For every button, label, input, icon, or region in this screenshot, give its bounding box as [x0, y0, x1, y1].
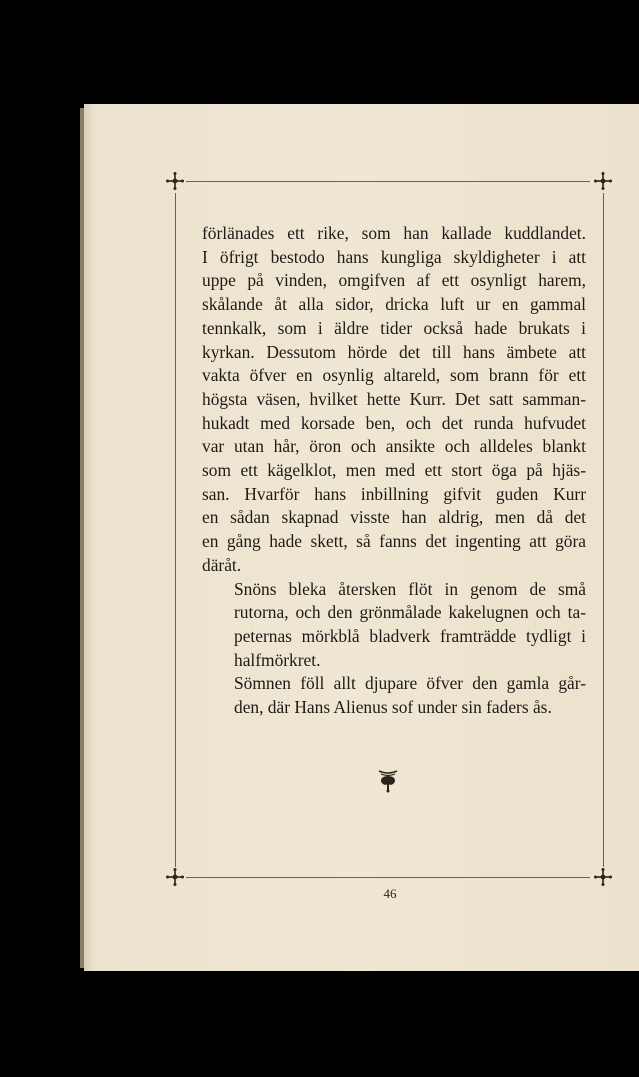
text-line: halfmörkret. — [234, 649, 321, 670]
text-line: den, där Hans Alienus sof under sin faders ås. — [234, 697, 552, 718]
text-line: högsta väsen, hvilket hette Kurr. Det satt samman- — [202, 388, 586, 409]
paragraph — [202, 672, 586, 719]
paragraph — [202, 222, 586, 578]
text-line: peternas mörkblå bladverk framträdde tydligt i — [234, 625, 586, 646]
text-line: Sömnen föll allt djupare öfver den gamla går- — [234, 673, 586, 694]
frame-top-rule — [186, 181, 590, 182]
text-line: Snöns bleka återsken flöt in genom de små — [234, 578, 586, 599]
text-line: däråt. — [202, 554, 242, 575]
text-line: hukadt med korsade ben, och det runda hufvudet — [202, 412, 586, 433]
corner-ornament-bottom-left-icon — [165, 867, 185, 887]
frame-right-rule — [603, 193, 604, 867]
text-line: vakta öfver en osynlig altareld, som brann för ett — [202, 365, 586, 386]
corner-ornament-top-right-icon — [593, 171, 613, 191]
frame-left-rule — [175, 193, 176, 867]
text-line: I öfrigt bestodo hans kungliga skyldigheter i att — [202, 246, 586, 267]
text-line: som ett kägelklot, men med ett stort öga på hjäs- — [202, 460, 586, 481]
tailpiece-vignette-icon — [376, 768, 400, 794]
text-line: förlänades ett rike, som han kallade kuddlandet. — [202, 223, 586, 243]
paragraph — [202, 578, 586, 673]
frame-bottom-rule — [186, 877, 590, 878]
text-line: tennkalk, som i äldre tider också hade brukats i — [202, 317, 586, 338]
corner-ornament-bottom-right-icon — [593, 867, 613, 887]
text-line: san. Hvarför hans inbillning gifvit guden Kurr — [202, 483, 586, 504]
text-line: kyrkan. Dessutom hörde det till hans ämbete att — [202, 341, 586, 362]
text-line: uppe på vinden, omgifven af ett osynligt harem, — [202, 270, 586, 291]
page-number: 46 — [383, 886, 397, 901]
text-line: skålande åt alla sidor, dricka luft ur en gammal — [202, 294, 586, 315]
corner-ornament-top-left-icon — [165, 171, 185, 191]
text-line: en gång hade skett, så fanns det ingenting att göra — [202, 531, 586, 552]
text-line: en sådan skapnad visste han aldrig, men då det — [202, 507, 586, 528]
text-line: rutorna, och den grönmålade kakelugnen och ta- — [234, 602, 586, 623]
text-line: var utan hår, öron och ansikte och alldeles blankt — [202, 436, 586, 457]
page-body-text — [202, 222, 586, 720]
